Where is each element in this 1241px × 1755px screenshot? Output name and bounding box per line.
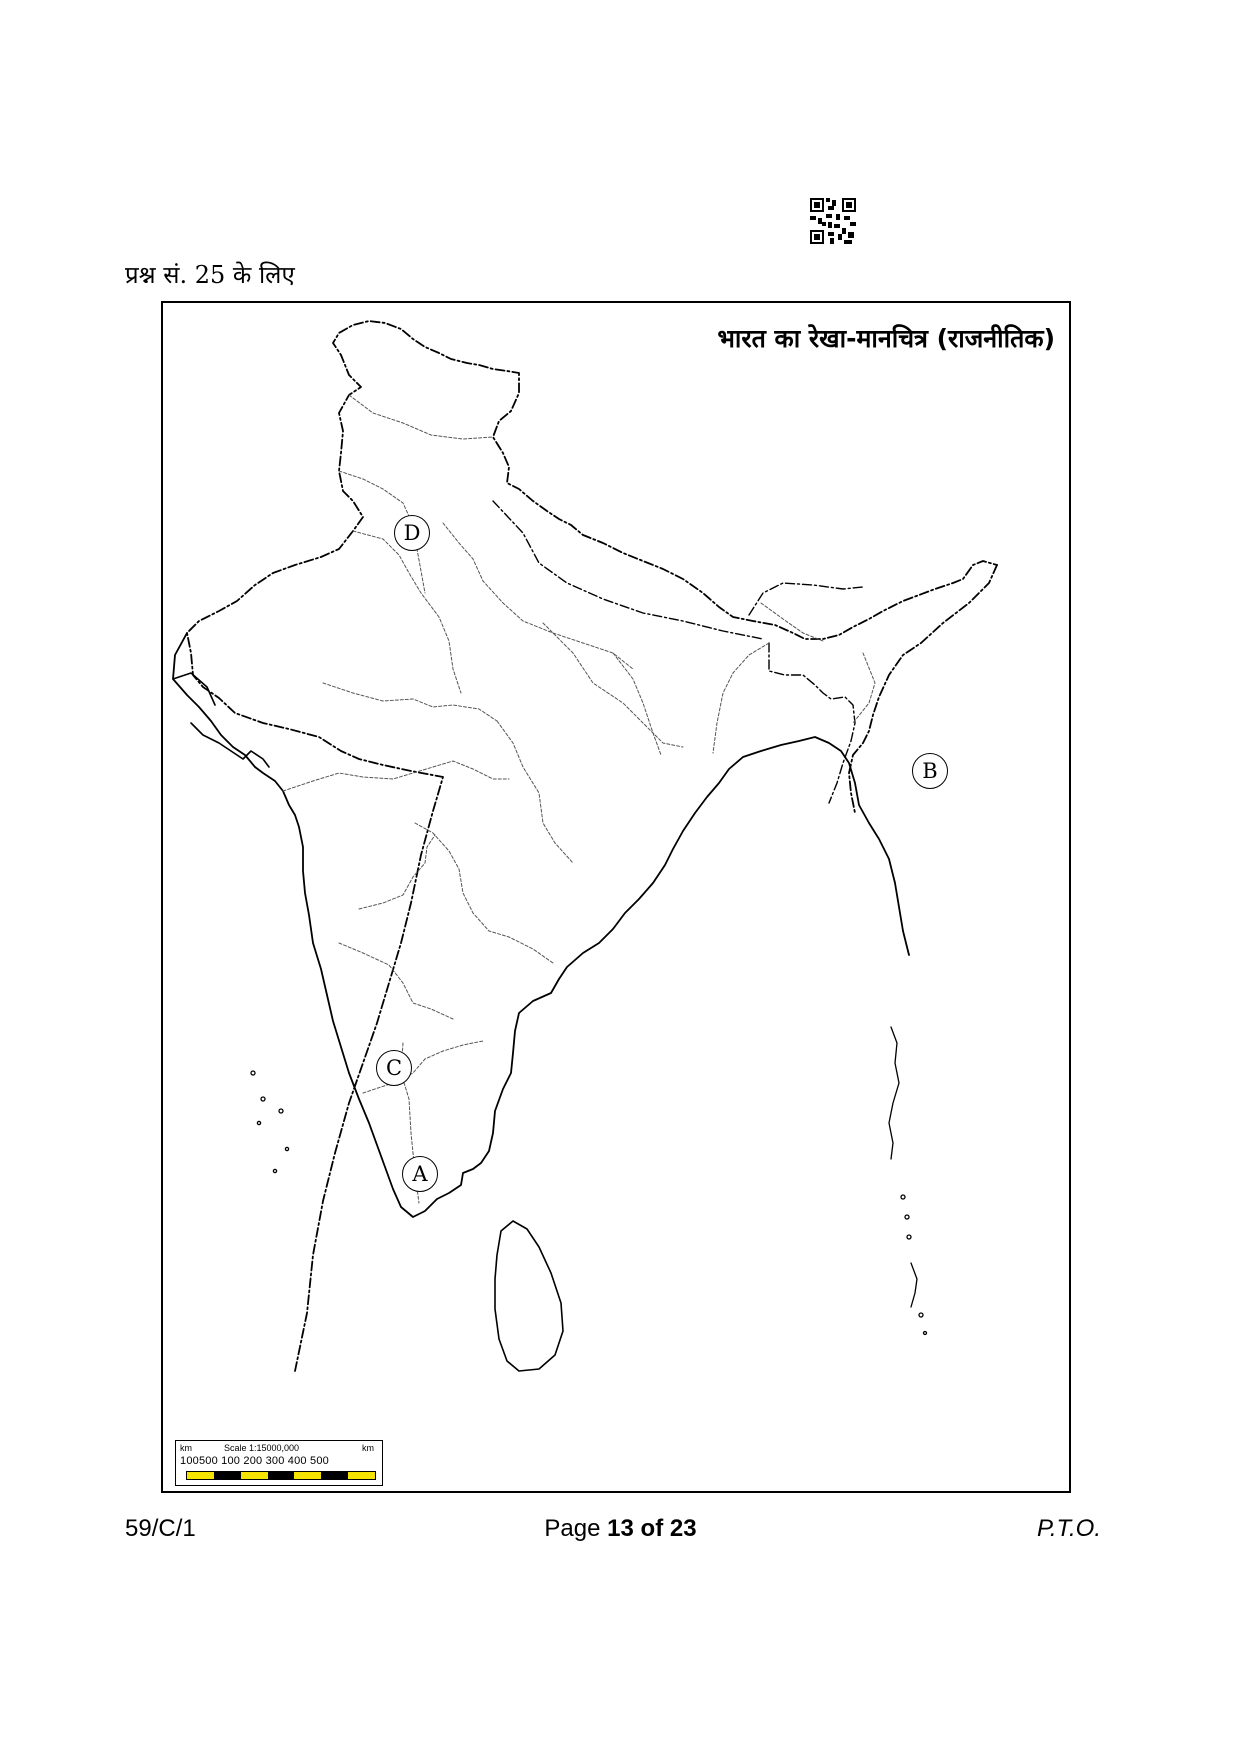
page-word: Page xyxy=(544,1515,601,1542)
page-total: 23 xyxy=(669,1515,697,1542)
paper-code: 59/C/1 xyxy=(125,1515,196,1542)
lakshadweep-islands xyxy=(251,1071,289,1173)
scale-unit-left: km xyxy=(180,1443,192,1453)
scale-unit-right: km xyxy=(362,1443,374,1453)
coastline xyxy=(173,633,909,1217)
sri-lanka-outline xyxy=(495,1221,563,1371)
international-boundary xyxy=(187,321,997,1371)
marker-b: B xyxy=(912,753,948,789)
nepal-bhutan-boundary xyxy=(493,501,863,639)
marker-a: A xyxy=(402,1156,438,1192)
india-political-outline-map xyxy=(161,301,1071,1493)
pto-label: P.T.O. xyxy=(1036,1515,1101,1542)
page-of: of xyxy=(640,1515,664,1542)
map-scale-bar xyxy=(175,1440,383,1486)
scale-title: Scale 1:15000,000 xyxy=(224,1443,300,1453)
scale-strip xyxy=(186,1471,376,1480)
marker-c: C xyxy=(376,1050,412,1086)
bangladesh-boundary xyxy=(769,643,855,803)
question-reference: प्रश्न सं. 25 के लिए xyxy=(125,261,295,289)
india-map-drawing xyxy=(163,303,1069,1491)
page-current: 13 xyxy=(607,1515,634,1542)
map-title: भारत का रेखा-मानचित्र (राजनीतिक) xyxy=(717,324,1055,353)
scale-ticks: 100500 100 200 300 400 500 xyxy=(180,1455,329,1467)
marker-d: D xyxy=(394,515,430,551)
qr-code xyxy=(810,198,856,244)
andaman-nicobar-islands xyxy=(889,1027,927,1335)
